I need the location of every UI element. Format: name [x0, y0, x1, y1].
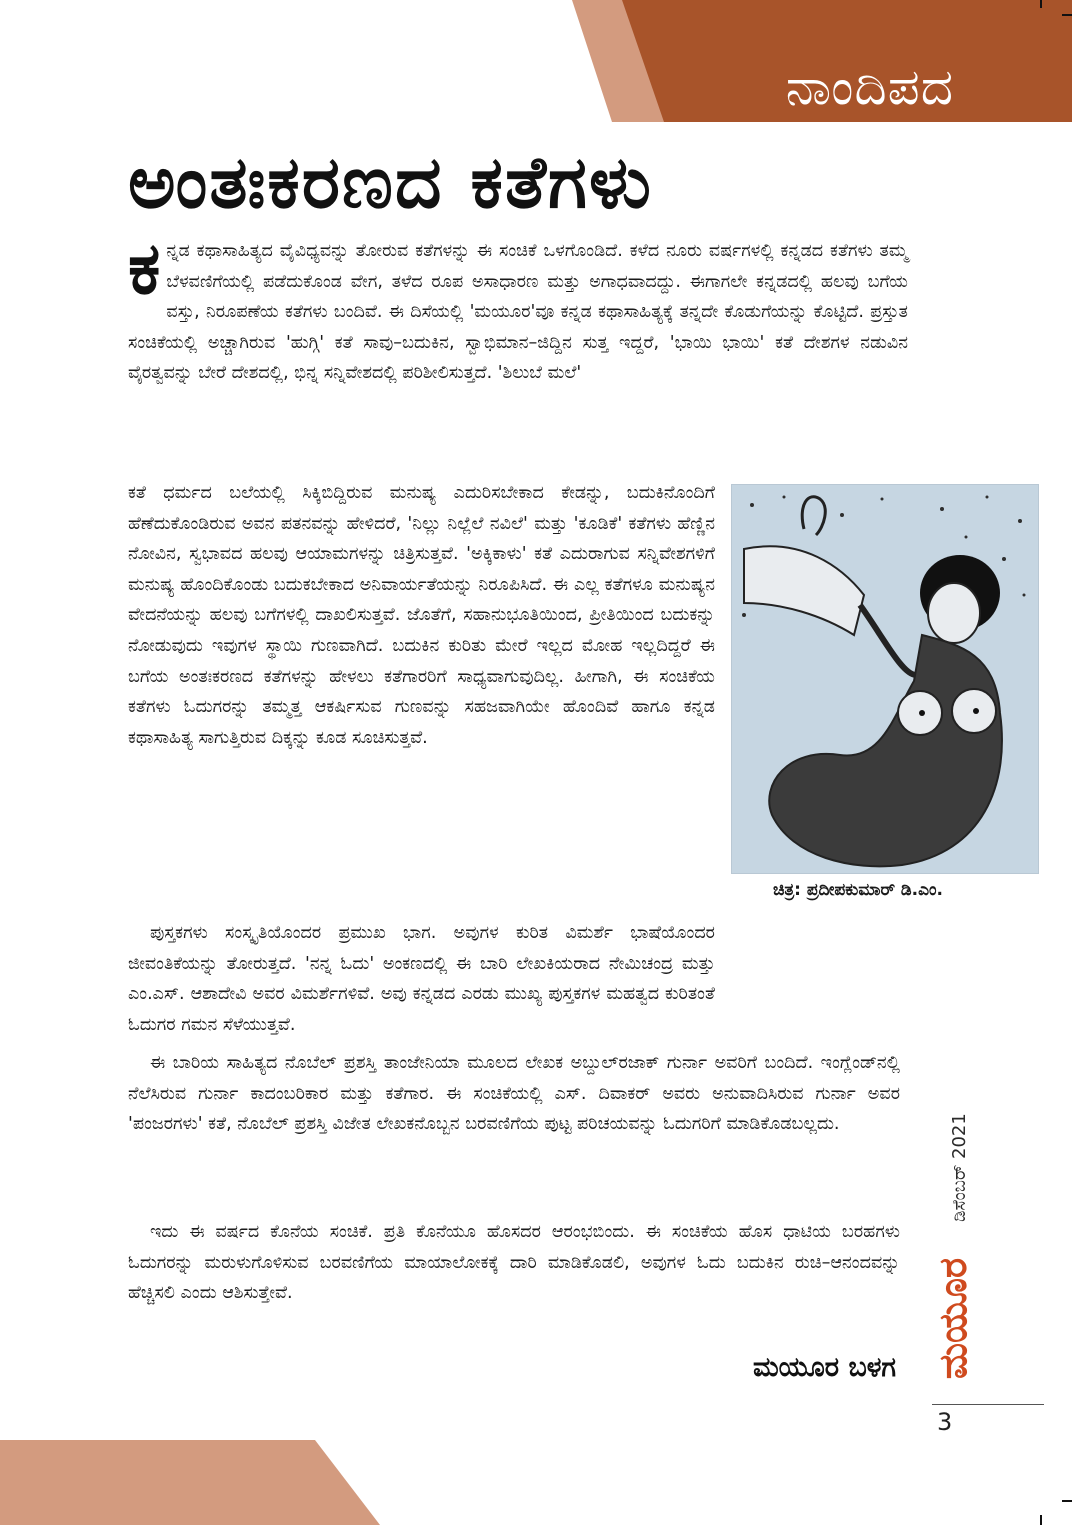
magazine-logo-text: ಮಯೂರ: [931, 1257, 976, 1379]
page-title: ಅಂತಃಕರಣದ ಕತೆಗಳು: [128, 140, 653, 224]
magazine-logo: [931, 1248, 976, 1388]
article-paragraph: ಕತೆ ಧರ್ಮದ ಬಲೆಯಲ್ಲಿ ಸಿಕ್ಕಿಬಿದ್ದಿರುವ ಮನುಷ್ಯ ಎದುರಿಸಬೇಕಾದ ಕೇಡನ್ನು, ಬದುಕಿನೊಂದಿಗೆ ಹೆಣೆದುಕೊಂಡಿರುವ ಅವನ ಪತನವನ್ನು ಹೇಳಿದರೆ, 'ನಿಲ್ಲು ನಿಲ್ಲೆಲೆ ನವಿಲೆ' ಮತ್ತು 'ಕೂಡಿಕೆ' ಕತೆಗಳು ಹೆಣ್ಣಿನ ನೋವಿನ, ಸ್ವಭಾವದ ಹಲವು ಆಯಾಮಗಳನ್ನು ಚಿತ್ರಿಸುತ್ತವೆ. 'ಅಕ್ಕಿಕಾಳು' ಕತೆ ಎದುರಾಗುವ ಸನ್ನಿವೇಶಗಳಿಗೆ ಮನುಷ್ಯ ಹೊಂದಿಕೊಂಡು ಬದುಕಬೇಕಾದ ಅನಿವಾರ್ಯತೆಯನ್ನು ನಿರೂಪಿಸಿದೆ. ಈ ಎಲ್ಲ ಕತೆಗಳೂ ಮನುಷ್ಯನ ವೇದನೆಯನ್ನು ಹಲವು ಬಗೆಗಳಲ್ಲಿ ದಾಖಲಿಸುತ್ತವೆ. ಜೊತೆಗೆ, ಸಹಾನುಭೂತಿಯಿಂದ, ಪ್ರೀತಿಯಿಂದ ಬದುಕನ್ನು ನೋಡುವುದು ಇವುಗಳ ಸ್ಥಾಯಿ ಗುಣವಾಗಿದೆ. ಬದುಕಿನ ಕುರಿತು ಮೇರೆ ಇಲ್ಲದ ಮೋಹ ಇಲ್ಲದಿದ್ದರೆ ಈ ಬಗೆಯ ಅಂತಃಕರಣದ ಕತೆಗಳನ್ನು ಹೇಳಲು ಕತೆಗಾರರಿಗೆ ಸಾಧ್ಯವಾಗುವುದಿಲ್ಲ. ಹೀಗಾಗಿ, ಈ ಸಂಚಿಕೆಯ ಕತೆಗಳು ಓದುಗರನ್ನು ತಮ್ಮತ್ತ ಆಕರ್ಷಿಸುವ ಗುಣವನ್ನು ಸಹಜವಾಗಿಯೇ ಹೊಂದಿವೆ ಹಾಗೂ ಕನ್ನಡ ಕಥಾಸಾಹಿತ್ಯ ಸಾಗುತ್ತಿರುವ ದಿಕ್ಕನ್ನು ಕೂಡ ಸೂಚಿಸುತ್ತವೆ.: [128, 483, 715, 748]
crop-mark: [1040, 0, 1042, 8]
drop-cap: ಕ: [128, 226, 161, 310]
page-number: 3: [937, 1408, 953, 1436]
crop-mark: [1062, 14, 1072, 16]
artwork-illustration: [731, 484, 1039, 874]
article-paragraph: ಪುಸ್ತಕಗಳು ಸಂಸ್ಕೃತಿಯೊಂದರ ಪ್ರಮುಖ ಭಾಗ. ಅವುಗಳ ಕುರಿತ ವಿಮರ್ಶೆ ಭಾಷೆಯೊಂದರ ಜೀವಂತಿಕೆಯನ್ನು ತೋರುತ್ತದೆ. 'ನನ್ನ ಓದು' ಅಂಕಣದಲ್ಲಿ ಈ ಬಾರಿ ಲೇಖಕಿಯರಾದ ನೇಮಿಚಂದ್ರ ಮತ್ತು ಎಂ.ಎಸ್. ಆಶಾದೇವಿ ಅವರ ವಿಮರ್ಶೆಗಳಿವೆ. ಅವು ಕನ್ನಡದ ಎರಡು ಮುಖ್ಯ ಪುಸ್ತಕಗಳ ಮಹತ್ವದ ಕುರಿತಂತೆ ಓದುಗರ ಗಮನ ಸೆಳೆಯುತ್ತವೆ.: [128, 923, 715, 1035]
artwork-caption: ಚಿತ್ರ: ಪ್ರದೀಪಕುಮಾರ್ ಡಿ.ಎಂ.: [773, 880, 943, 900]
crop-mark: [1040, 1515, 1042, 1525]
footer-divider: [932, 1404, 1044, 1405]
paragraph-text: ನ್ನಡ ಕಥಾಸಾಹಿತ್ಯದ ವೈವಿಧ್ಯವನ್ನು ತೋರುವ ಕತೆಗಳನ್ನು ಈ ಸಂಚಿಕೆ ಒಳಗೊಂಡಿದೆ. ಕಳೆದ ನೂರು ವರ್ಷಗಳಲ್ಲಿ ಕನ್ನಡದ ಕತೆಗಳು ತಮ್ಮ ಬೆಳವಣಿಗೆಯಲ್ಲಿ ಪಡೆದುಕೊಂಡ ವೇಗ, ತಳೆದ ರೂಪ ಅಸಾಧಾರಣ ಮತ್ತು ಅಗಾಧವಾದದ್ದು. ಈಗಾಗಲೇ ಕನ್ನಡದಲ್ಲಿ ಹಲವು ಬಗೆಯ ವಸ್ತು, ನಿರೂಪಣೆಯ ಕತೆಗಳು ಬಂದಿವೆ. ಈ ದಿಸೆಯಲ್ಲಿ 'ಮಯೂರ'ವೂ ಕನ್ನಡ ಕಥಾಸಾಹಿತ್ಯಕ್ಕೆ ತನ್ನದೇ ಕೊಡುಗೆಯನ್ನು ಕೊಟ್ಟಿದೆ. ಪ್ರಸ್ತುತ ಸಂಚಿಕೆಯಲ್ಲಿ ಅಚ್ಚಾಗಿರುವ 'ಹುಗ್ಗಿ' ಕತೆ ಸಾವು–ಬದುಕಿನ, ಸ್ವಾಭಿಮಾನ–ಜಿದ್ದಿನ ಸುತ್ತ ಇದ್ದರೆ, 'ಭಾಯಿ ಭಾಯಿ' ಕತೆ ದೇಶಗಳ ನಡುವಿನ ವೈರತ್ವವನ್ನು ಬೇರೆ ದೇಶದಲ್ಲಿ, ಭಿನ್ನ ಸನ್ನಿವೇಶದಲ್ಲಿ ಪರಿಶೀಲಿಸುತ್ತದೆ. 'ಶಿಲುಬೆ ಮಲೆ': [128, 241, 908, 384]
article-paragraph: [128, 226, 908, 389]
article-paragraph: ಇದು ಈ ವರ್ಷದ ಕೊನೆಯ ಸಂಚಿಕೆ. ಪ್ರತಿ ಕೊನೆಯೂ ಹೊಸದರ ಆರಂಭಬಿಂದು. ಈ ಸಂಚಿಕೆಯ ಹೊಸ ಧಾಟಿಯ ಬರಹಗಳು ಓದುಗರನ್ನು ಮರುಳುಗೊಳಿಸುವ ಬರವಣಿಗೆಯ ಮಾಯಾಲೋಕಕ್ಕೆ ದಾರಿ ಮಾಡಿಕೊಡಲಿ, ಅವುಗಳ ಓದು ಬದುಕಿನ ರುಚಿ–ಆನಂದವನ್ನು ಹೆಚ್ಚಿಸಲಿ ಎಂದು ಆಶಿಸುತ್ತೇವೆ.: [128, 1222, 900, 1304]
article-paragraph: ಈ ಬಾರಿಯ ಸಾಹಿತ್ಯದ ನೊಬೆಲ್ ಪ್ರಶಸ್ತಿ ತಾಂಜೇನಿಯಾ ಮೂಲದ ಲೇಖಕ ಅಬ್ದುಲ್‌ರಜಾಕ್ ಗುರ್ನಾ ಅವರಿಗೆ ಬಂದಿದೆ. ಇಂಗ್ಲೆಂಡ್‌ನಲ್ಲಿ ನೆಲೆಸಿರುವ ಗುರ್ನಾ ಕಾದಂಬರಿಕಾರ ಮತ್ತು ಕತೆಗಾರ. ಈ ಸಂಚಿಕೆಯಲ್ಲಿ ಎಸ್. ದಿವಾಕರ್ ಅವರು ಅನುವಾದಿಸಿರುವ ಗುರ್ನಾ ಅವರ 'ಪಂಜರಗಳು' ಕತೆ, ನೊಬೆಲ್ ಪ್ರಶಸ್ತಿ ವಿಜೇತ ಲೇಖಕನೊಬ್ಬನ ಬರವಣಿಗೆಯ ಪುಟ್ಟ ಪರಿಚಯವನ್ನು ಓದುಗರಿಗೆ ಮಾಡಿಕೊಡಬಲ್ಲದು.: [128, 1053, 900, 1135]
crop-mark: [1062, 1500, 1072, 1502]
issue-date-text: ಡಿಸೆಂಬರ್ 2021: [948, 1112, 970, 1222]
bottom-decorative-band: [0, 1440, 380, 1525]
section-label: ನಾಂದಿಪದ: [785, 58, 954, 116]
signature: ಮಯೂರ ಬಳಗ: [752, 1352, 896, 1383]
issue-date: [944, 1092, 974, 1242]
